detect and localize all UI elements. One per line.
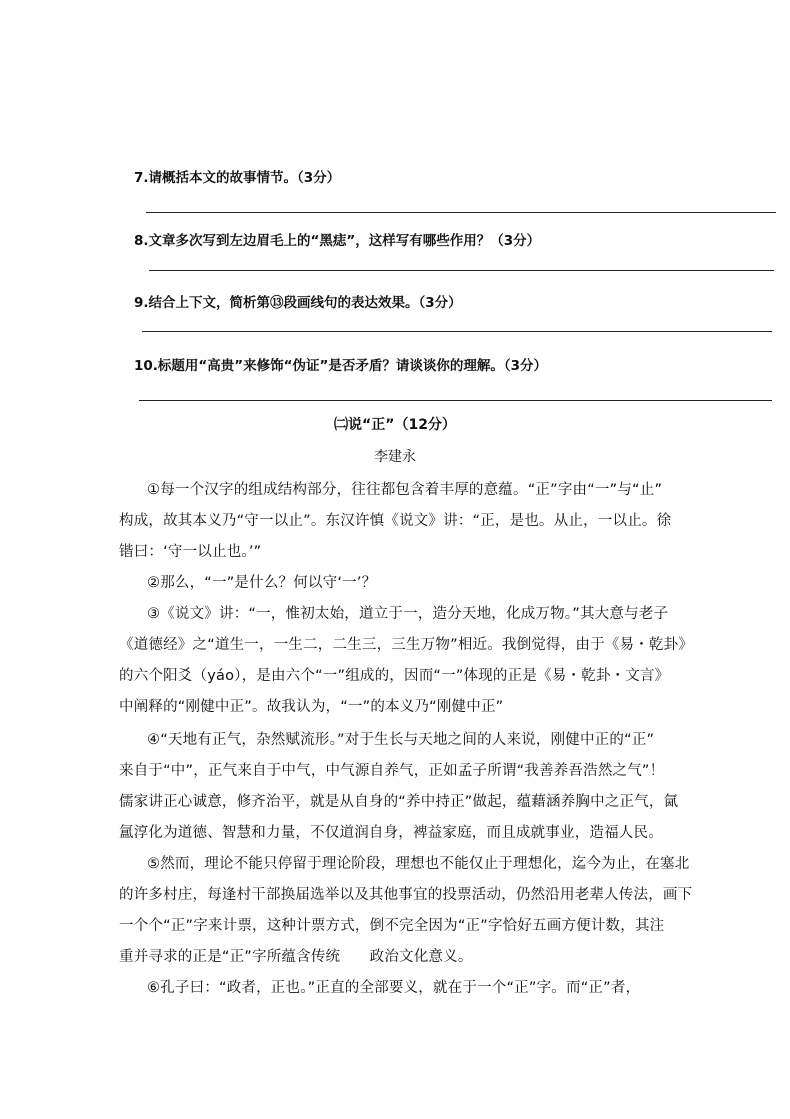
paragraph-line: 氲淳化为道德、智慧和力量，不仅道润自身，裨益家庭，而且成就事业，造福人民。 (119, 825, 663, 841)
paragraph-line: 一个个“正”字来计票，这种计票方式，倒不完全因为“正”字恰好五画方便计数，其注 (119, 918, 665, 934)
article-title: ㈡说“正”（12分） (334, 417, 456, 433)
answer-line-7 (146, 212, 776, 213)
article-author: 李建永 (374, 449, 416, 465)
paragraph-line: 的许多村庄，每逢村干部换届选举以及其他事宜的投票活动，仍然沿用老辈人传法，画下 (119, 887, 693, 903)
answer-line-10 (139, 400, 772, 401)
paragraph-line: 中阐释的“刚健中正”。故我认为，“一”的本义乃“刚健中正” (119, 699, 504, 715)
paragraph-line: 《道德经》之“道生一，一生二，二生三，三生万物”相近。我倒觉得，由于《易・乾卦》 (119, 637, 694, 653)
paragraph-line: ③《说文》讲：“一，惟初太始，道立于一，造分天地，化成万物。”其大意与老子 (147, 606, 669, 622)
paragraph-line: ⑤然而，理论不能只停留于理论阶段，理想也不能仅止于理想化，迄今为止，在塞北 (147, 856, 690, 872)
paragraph-line: ①每一个汉字的组成结构部分，往往都包含着丰厚的意蕴。“正”字由“一”与“止” (147, 482, 663, 498)
paragraph-line: 重并寻求的正是“正”字所蕴含传统 政治文化意义。 (119, 949, 473, 965)
paragraph-line: 构成，故其本义乃“守一以止”。东汉许慎《说文》讲：“正，是也。从止，一以止。徐 (119, 513, 672, 529)
paragraph-line: ⑥孔子曰：“政者，正也。”正直的全部要义，就在于一个“正”字。而“正”者， (147, 980, 641, 996)
paragraph-line: ④“天地有正气，杂然赋流形。”对于生长与天地之间的人来说，刚健中正的“正” (147, 732, 655, 748)
paragraph-line: ②那么，“一”是什么？何以守‘一’？ (147, 575, 377, 591)
paragraph-line: 锴曰：‘守一以止也。’” (119, 544, 262, 560)
answer-line-9 (142, 331, 772, 332)
paragraph-line: 来自于“中”，正气来自于中气，中气源自养气，正如孟子所谓“我善养吾浩然之气”！ (119, 763, 665, 779)
answer-line-8 (149, 270, 774, 271)
question-9: 9.结合上下文，简析第⑬段画线句的表达效果。（3分） (134, 295, 462, 311)
paragraph-line: 的六个阳爻（yáo），是由六个“一”组成的，因而“一”体现的正是《易・乾卦・文言》 (119, 668, 670, 684)
question-8: 8.文章多次写到左边眉毛上的“黑痣”，这样写有哪些作用？（3分） (134, 233, 541, 249)
question-7: 7.请概括本文的故事情节。（3分） (134, 170, 341, 186)
paragraph-line: 儒家讲正心诚意，修齐治平，就是从自身的“养中持正”做起，蕴藉涵养胸中之正气，氤 (119, 794, 679, 810)
question-10: 10.标题用“高贵”来修饰“伪证”是否矛盾？请谈谈你的理解。（3分） (134, 358, 548, 374)
